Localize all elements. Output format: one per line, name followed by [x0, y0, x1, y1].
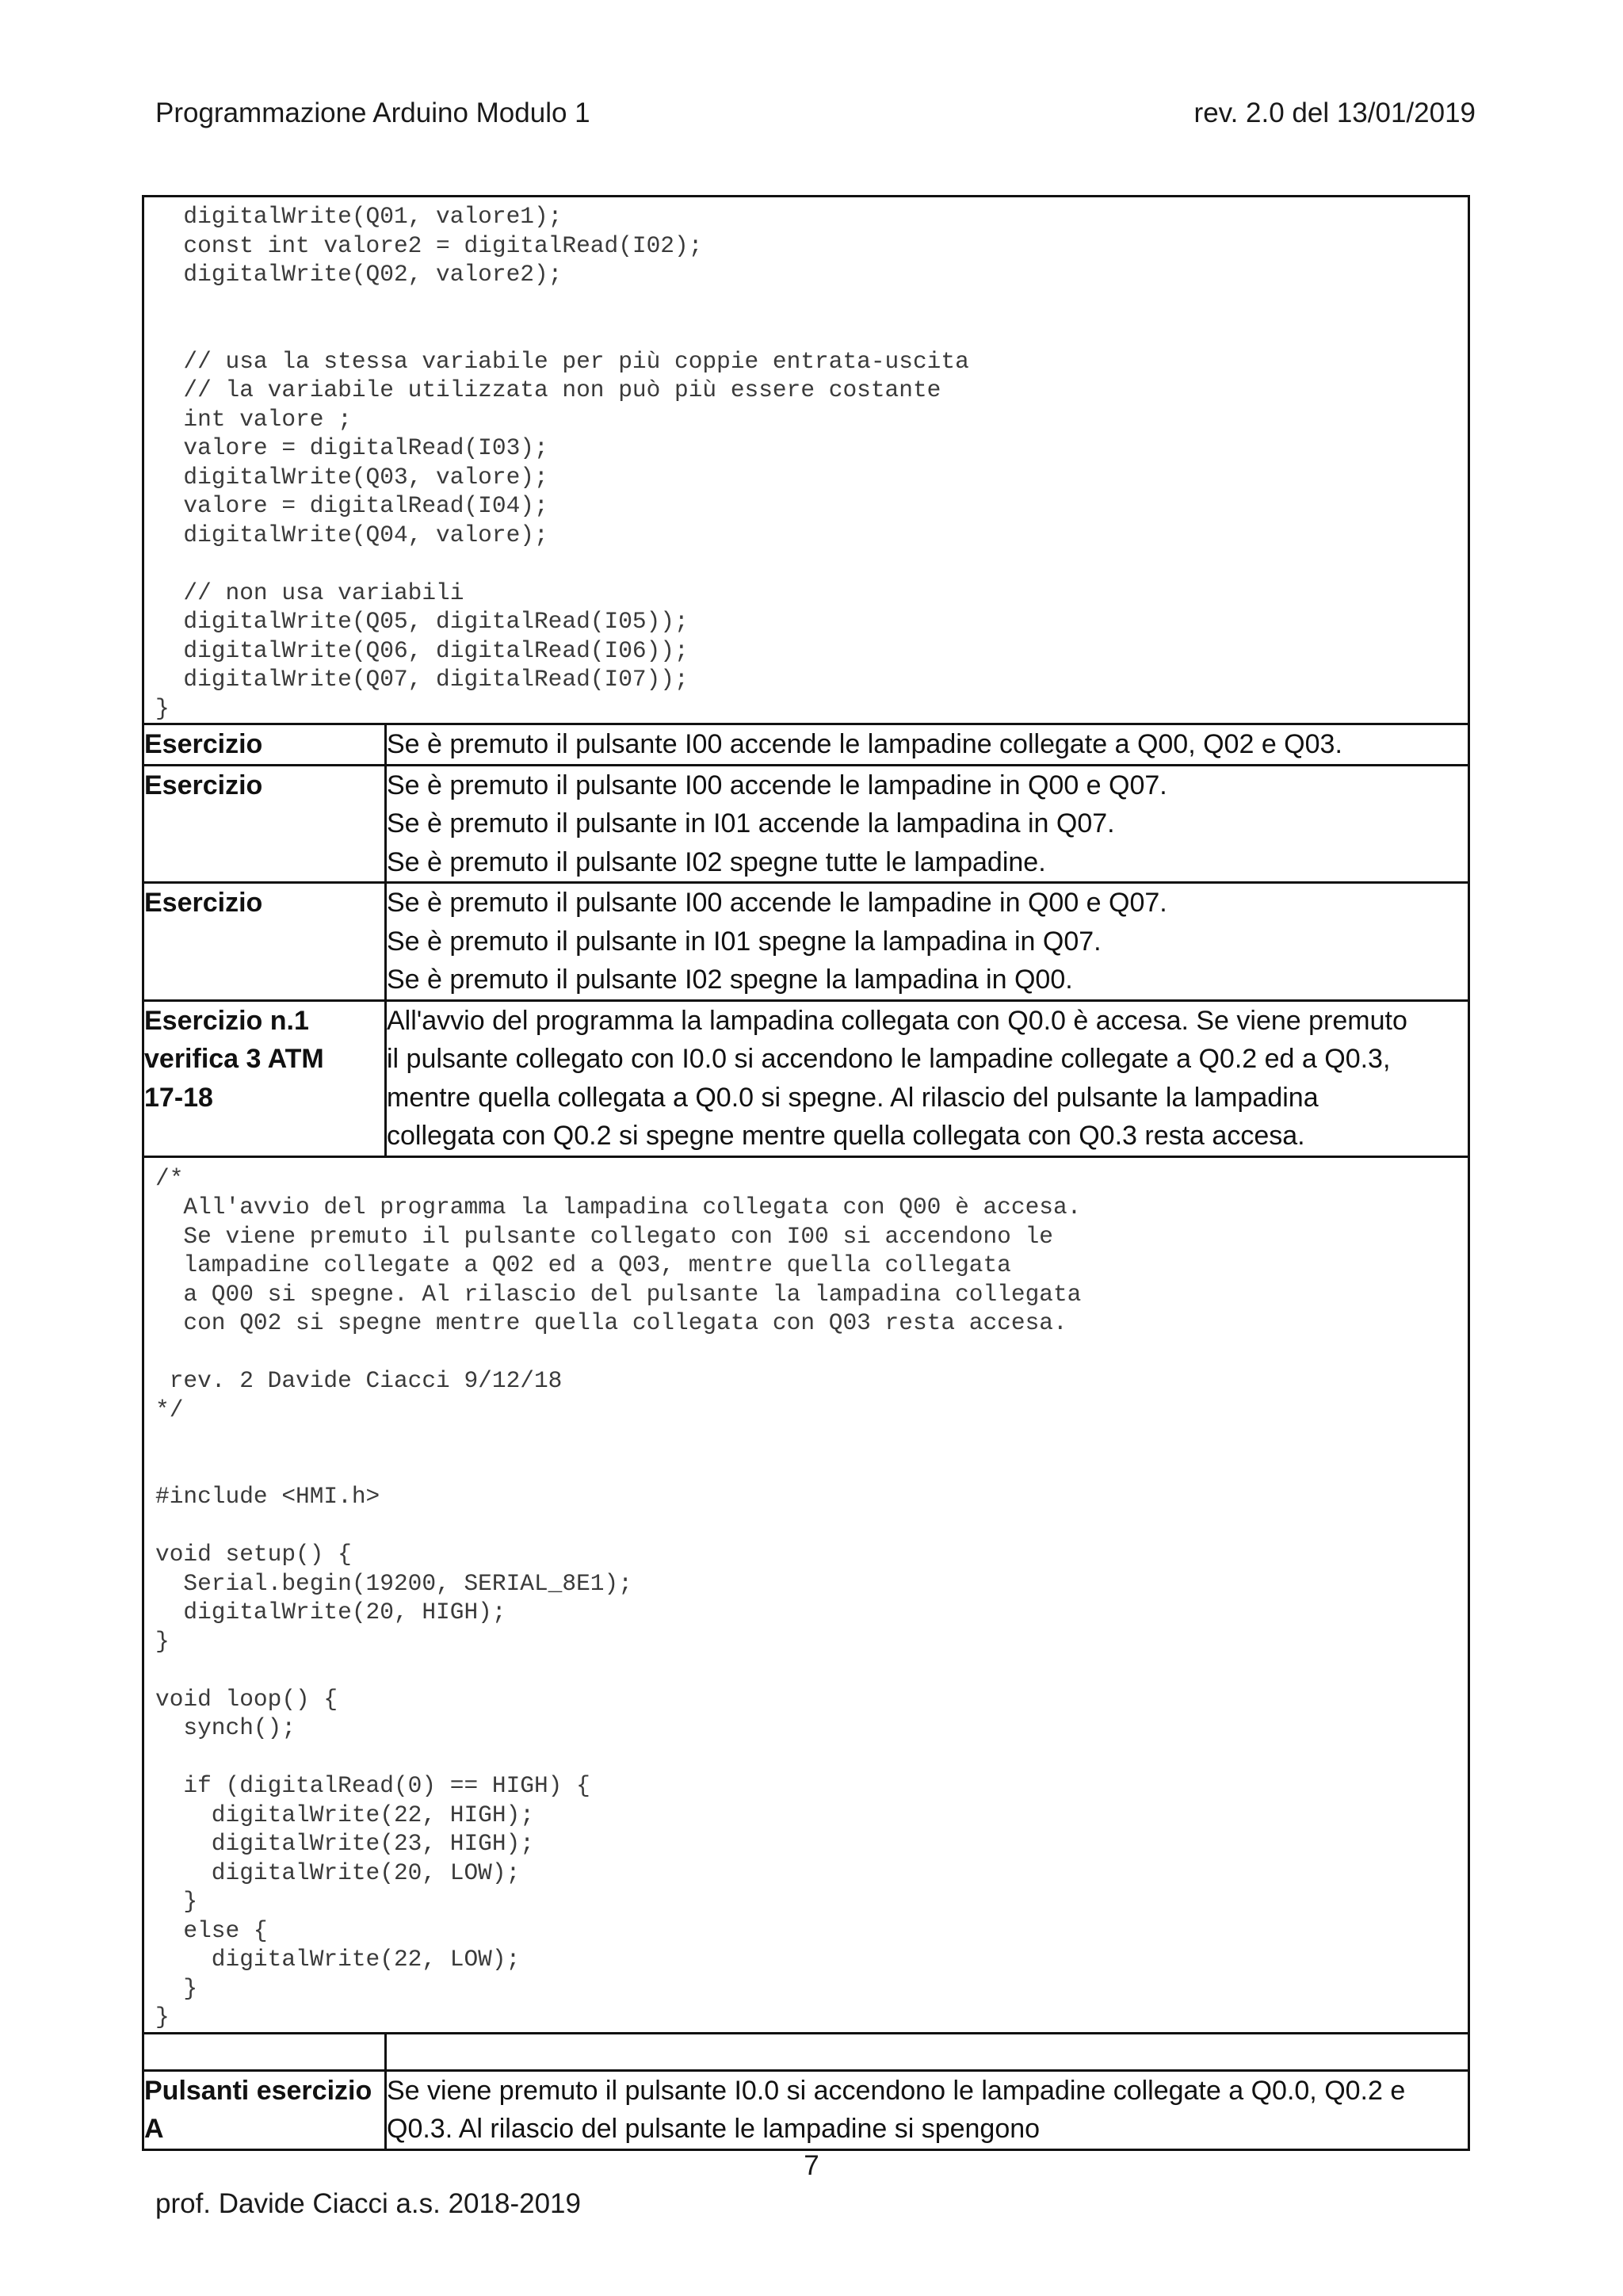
exercise-description — [386, 2070, 1469, 2149]
empty-cell — [386, 2033, 1469, 2070]
exercise-label — [143, 1000, 386, 1156]
empty-cell — [143, 2033, 386, 2070]
exercise-text-line: All'avvio del programma la lampadina collegata con Q0.0 è accesa. Se viene premuto — [387, 1005, 1407, 1036]
exercise-label: Esercizio — [143, 765, 386, 883]
exercise-label: Esercizio — [143, 883, 386, 1001]
exercise-description — [386, 883, 1469, 1001]
exercise-text-line: Q0.3. Al rilascio del pulsante le lampadine si spengono — [387, 2114, 1041, 2144]
exercise-text-line: il pulsante collegato con I0.0 si accendono le lampadine collegate a Q0.2 ed a Q0.3, — [387, 1044, 1391, 1074]
exercise-text-line: mentre quella collegata a Q0.0 si spegne. Al rilascio del pulsante la lampadina — [387, 1082, 1319, 1113]
exercise-row — [143, 2070, 1469, 2149]
exercise-text-line: Se è premuto il pulsante I02 spegne tutte le lampadine. — [387, 846, 1046, 877]
exercise-text-line: Se è premuto il pulsante in I01 accende la lampadina in Q07. — [387, 808, 1115, 839]
exercise-label — [143, 2070, 386, 2149]
exercise-text-line: Se è premuto il pulsante in I01 spegne la lampadina in Q07. — [387, 926, 1102, 957]
footer-author: prof. Davide Ciacci a.s. 2018-2019 — [155, 2188, 581, 2219]
code-row-2 — [143, 1156, 1469, 2033]
exercise-label-line: Pulsanti esercizio — [144, 2075, 372, 2106]
exercise-label-line: 17-18 — [144, 1082, 213, 1113]
exercise-text-line: Se è premuto il pulsante I00 accende le lampadine in Q00 e Q07. — [387, 770, 1167, 800]
exercise-label-line: A — [144, 2114, 164, 2144]
exercise-text-line: Se è premuto il pulsante I02 spegne la lampadina in Q00. — [387, 965, 1073, 995]
exercise-text-line: collegata con Q0.2 si spegne mentre quella collegata con Q0.3 resta accesa. — [387, 1121, 1305, 1151]
exercise-row — [143, 883, 1469, 1001]
code-row-1 — [143, 197, 1469, 724]
header-title: Programmazione Arduino Modulo 1 — [155, 97, 590, 128]
exercise-description — [386, 765, 1469, 883]
exercise-label: Esercizio — [143, 724, 386, 766]
exercise-label-line: Esercizio n.1 — [144, 1005, 309, 1036]
exercise-text-line: Se è premuto il pulsante I00 accende le lampadine collegate a Q00, Q02 e Q03. — [387, 729, 1342, 759]
exercise-text-line: Se è premuto il pulsante I00 accende le lampadine in Q00 e Q07. — [387, 888, 1167, 918]
exercise-table — [142, 195, 1470, 2151]
header-revision: rev. 2.0 del 13/01/2019 — [1193, 97, 1476, 128]
exercise-row — [143, 765, 1469, 883]
page-number: 7 — [804, 2150, 819, 2181]
exercise-row — [143, 1000, 1469, 1156]
exercise-row — [143, 724, 1469, 766]
code-block-loop: digitalWrite(Q01, valore1); const int valore2 = digitalRead(I02); digitalWrite(Q02, valore2); // usa la stessa variabile per più coppie entrata-uscita // la variabile utilizzata non può più essere costante int valore ; valore = digitalRead(I03); digitalWrite(Q03, valore); valore = digitalRead(I04); digitalWrite(Q04, valore); // non usa variabili digitalWrite(Q05, digitalRead(I05)); digitalWrite(Q06, digitalRead(I06)); digitalWrite(Q07, digitalRead(I07)); } — [155, 203, 969, 722]
exercise-description — [386, 724, 1469, 766]
empty-row — [143, 2033, 1469, 2070]
code-block-solution: /* All'avvio del programma la lampadina collegata con Q00 è accesa. Se viene premuto il pulsante collegato con I00 si accendono le lampadine collegate a Q02 ed a Q03, mentre quella collegata a Q00 si spegne. Al rilascio del pulsante la lampadina collegata con Q02 si spegne mentre quella collegata con Q03 resta accesa. rev. 2 Davide Ciacci 9/12/18 */ #include <HMI.h> void setup() { Serial.begin(19200, SERIAL_8E1); digitalWrite(20, HIGH); } void loop() { synch(); if (digitalRead(0) == HIGH) { digitalWrite(22, HIGH); digitalWrite(23, HIGH); digitalWrite(20, LOW); } else { digitalWrite(22, LOW); } } — [155, 1164, 1082, 2030]
exercise-text-line: Se viene premuto il pulsante I0.0 si accendono le lampadine collegate a Q0.0, Q0.2 e — [387, 2075, 1406, 2106]
exercise-description — [386, 1000, 1469, 1156]
exercise-label-line: verifica 3 ATM — [144, 1044, 324, 1074]
